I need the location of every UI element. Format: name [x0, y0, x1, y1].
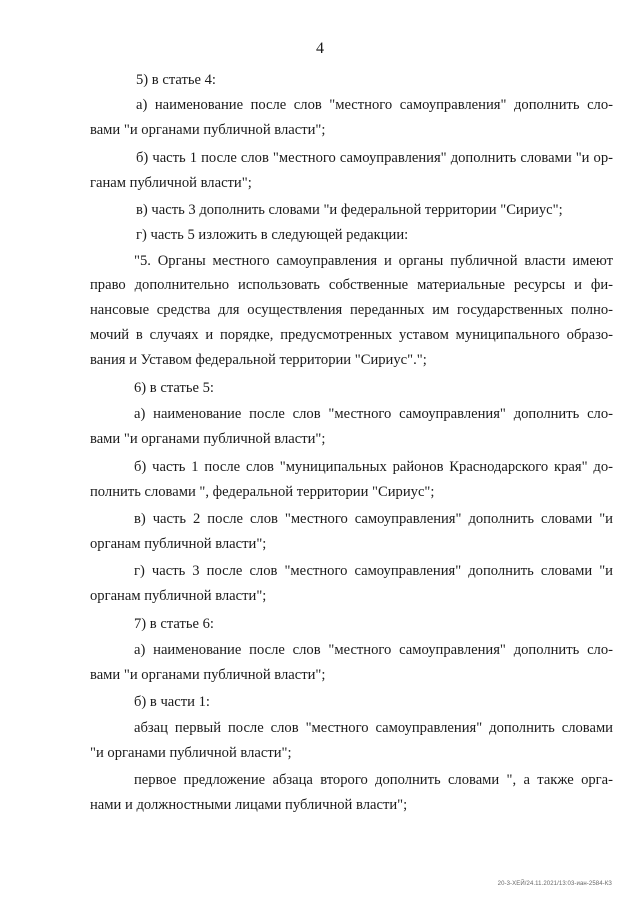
text-line: полнить словами ", федеральной территории "Сириус"; — [90, 484, 435, 500]
text-line: в) часть 3 дополнить словами "и федеральной территории "Сириус"; — [136, 202, 563, 218]
text-line: мочий в случаях и порядке, предусмотренных уставом муниципального образо- — [90, 327, 613, 343]
text-line: б) в части 1: — [134, 694, 210, 710]
text-line: нами и должностными лицами публичной власти"; — [90, 797, 408, 813]
text-line: 6) в статье 5: — [134, 380, 214, 396]
text-line: "и органами публичной власти"; — [90, 745, 292, 761]
text-line: а) наименование после слов "местного самоуправления" дополнить сло- — [134, 642, 613, 658]
text-line: абзац первый после слов "местного самоуправления" дополнить словами — [134, 720, 613, 736]
text-line: "5. Органы местного самоуправления и органы публичной власти имеют — [134, 253, 613, 269]
text-line: г) часть 5 изложить в следующей редакции: — [136, 227, 409, 243]
text-line: вами "и органами публичной власти"; — [90, 431, 326, 447]
text-line: б) часть 1 после слов "муниципальных районов Краснодарского края" до- — [134, 459, 613, 475]
text-line: г) часть 3 после слов "местного самоуправления" дополнить словами "и — [134, 563, 613, 579]
text-line: а) наименование после слов "местного самоуправления" дополнить сло- — [134, 406, 613, 422]
page-number: 4 — [316, 40, 324, 57]
document-stamp: 20-3-ХЕЙ/24.11.2021/13:03-иан-2584-КЗ — [497, 881, 612, 887]
text-line: вами "и органами публичной власти"; — [90, 122, 326, 138]
text-line: органам публичной власти"; — [90, 588, 267, 604]
text-line: вания и Уставом федеральной территории "Сириус"."; — [90, 352, 427, 368]
text-line: 5) в статье 4: — [136, 72, 216, 88]
text-line: первое предложение абзаца второго дополнить словами ", а также орга- — [134, 772, 613, 788]
text-line: б) часть 1 после слов "местного самоуправления" дополнить словами "и ор- — [136, 150, 613, 166]
text-line: вами "и органами публичной власти"; — [90, 667, 326, 683]
text-line: органам публичной власти"; — [90, 536, 267, 552]
text-line: а) наименование после слов "местного самоуправления" дополнить сло- — [136, 97, 613, 113]
text-line: нансовые средства для осуществления переданных им государственных полно- — [90, 302, 613, 318]
text-line: ганам публичной власти"; — [90, 175, 252, 191]
text-line: право дополнительно использовать собственные материальные ресурсы и фи- — [90, 277, 613, 293]
text-line: в) часть 2 после слов "местного самоуправления" дополнить словами "и — [134, 511, 613, 527]
text-line: 7) в статье 6: — [134, 616, 214, 632]
